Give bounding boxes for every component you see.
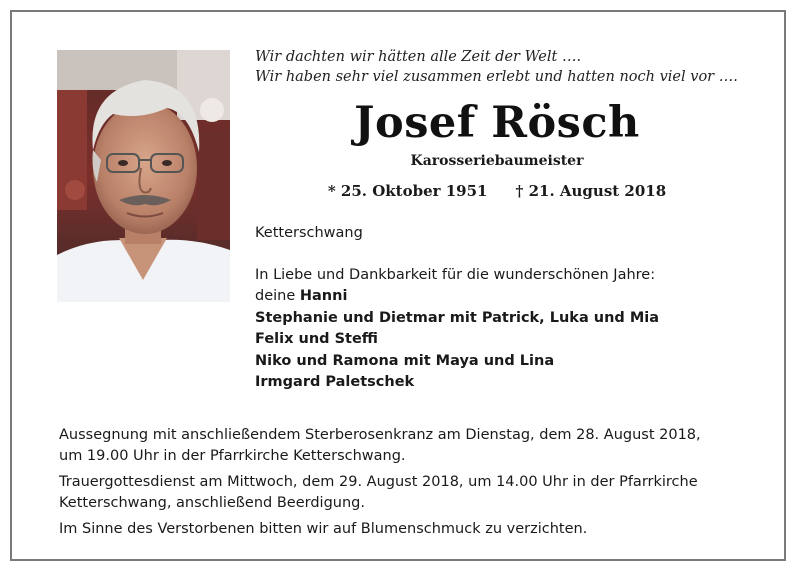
- mourner-prefix: deine: [255, 288, 300, 305]
- mourner-spouse: Hanni: [299, 288, 348, 305]
- birth-date: * 25. Oktober 1951: [327, 182, 488, 200]
- service-notices: [59, 425, 759, 545]
- mourner-line: Niko und Ramona mit Maya und Lina: [255, 352, 555, 369]
- quote-line-2: Wir haben sehr viel zusammen erlebt und hatten noch viel vor ….: [255, 69, 738, 85]
- portrait-photo: [57, 50, 230, 302]
- service-notice-line-2: Ketterschwang, anschließend Beerdigung.: [59, 495, 365, 511]
- blessing-notice-line-2: um 19.00 Uhr in der Pfarrkirche Ketterschwang.: [59, 448, 406, 464]
- blessing-notice-line-1: Aussegnung mit anschließendem Sterberosenkranz am Dienstag, dem 28. August 2018,: [59, 427, 701, 443]
- deceased-name: Josef Rösch: [354, 98, 640, 148]
- memorial-quote: [255, 47, 775, 87]
- mourners-list: [255, 265, 775, 393]
- deceased-profession: Karosseriebaumeister: [410, 153, 584, 169]
- mourner-line: Irmgard Paletschek: [255, 374, 415, 391]
- death-date: † 21. August 2018: [515, 182, 667, 200]
- mourner-line: Stephanie und Dietmar mit Patrick, Luka und Mia: [255, 309, 660, 326]
- mourner-line: [255, 286, 775, 307]
- flowers-notice: Im Sinne des Verstorbenen bitten wir auf Blumenschmuck zu verzichten.: [59, 521, 588, 537]
- quote-line-1: Wir dachten wir hätten alle Zeit der Welt ….: [255, 49, 582, 65]
- life-dates: [255, 180, 739, 202]
- blessing-notice: [59, 425, 759, 467]
- service-notice-line-1: Trauergottesdienst am Mittwoch, dem 29. August 2018, um 14.00 Uhr in der Pfarrkirche: [59, 474, 698, 490]
- funeral-service-notice: [59, 472, 759, 514]
- mourners-intro: In Liebe und Dankbarkeit für die wunderschönen Jahre:: [255, 267, 656, 283]
- hometown: Ketterschwang: [255, 225, 363, 241]
- mourner-line: Felix und Steffi: [255, 331, 378, 348]
